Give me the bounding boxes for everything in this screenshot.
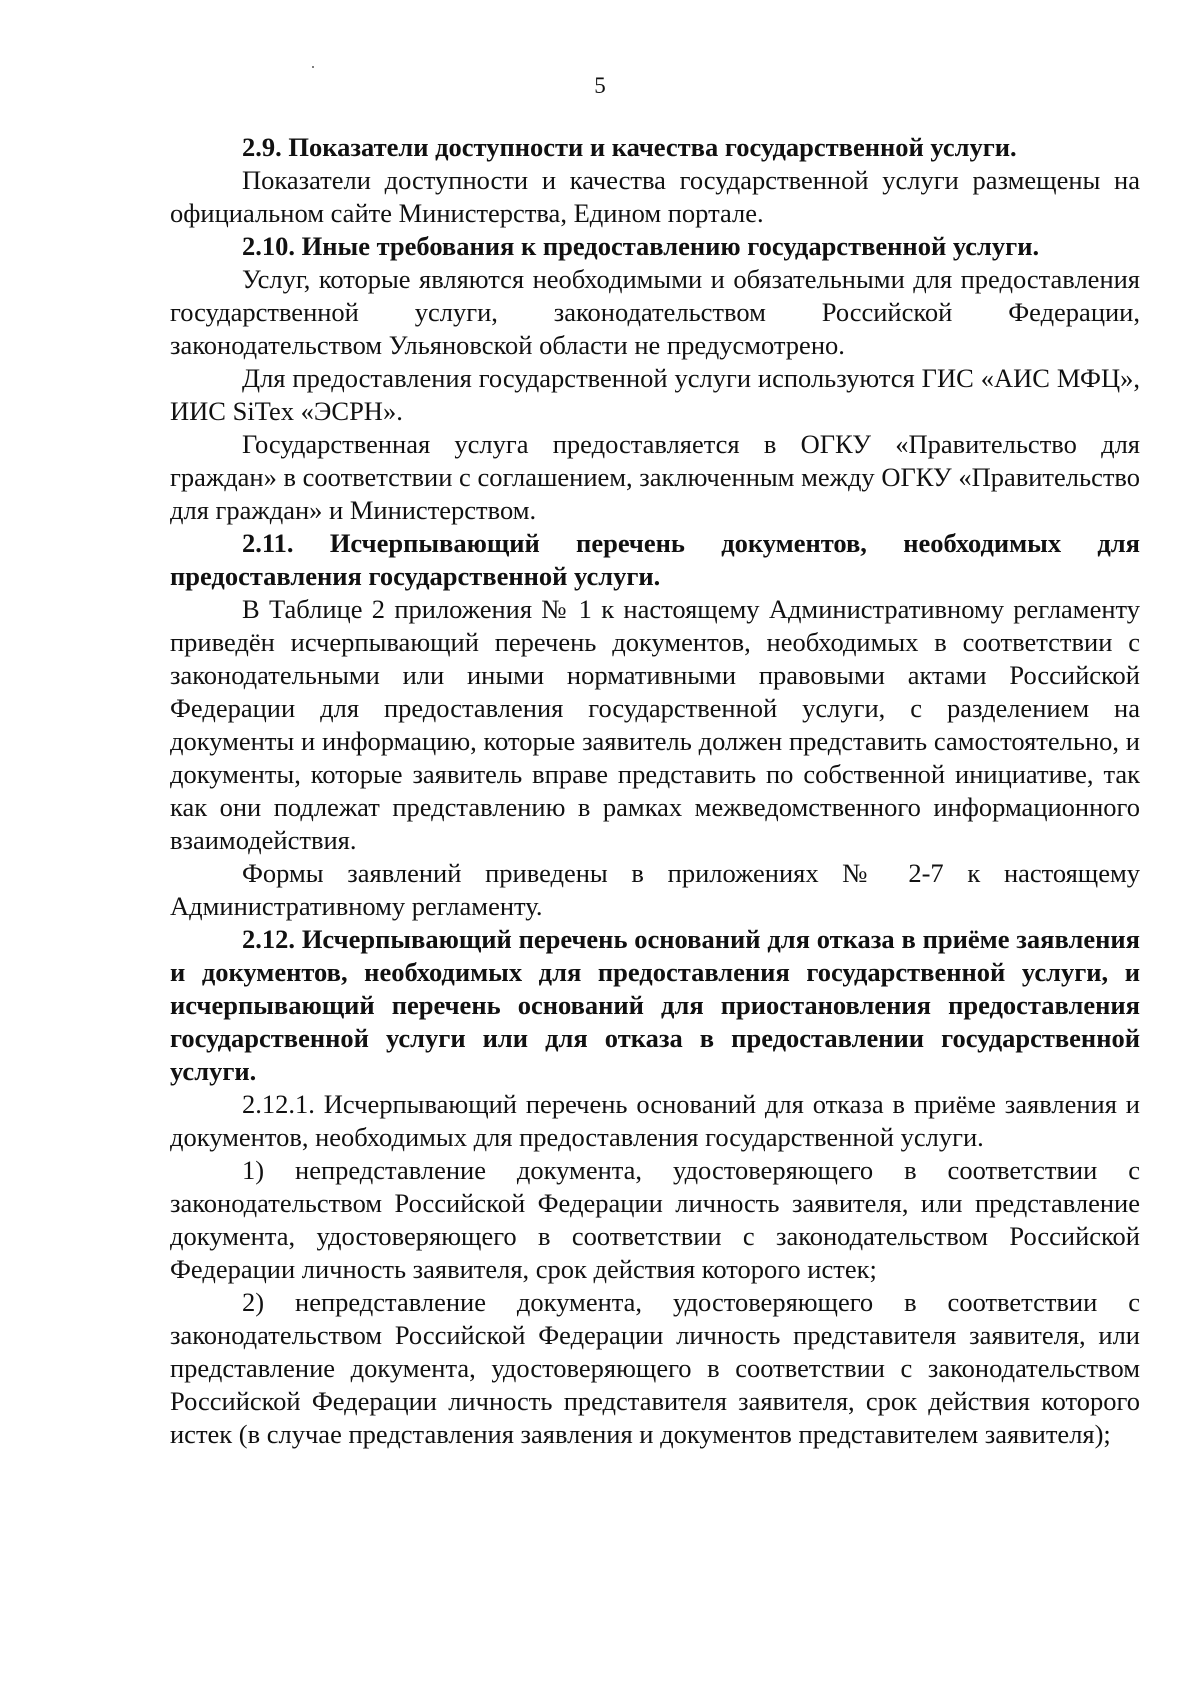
scan-speck <box>312 66 314 68</box>
page-number: 5 <box>594 73 606 98</box>
paragraph: Для предоставления государственной услуги используются ГИС «АИС МФЦ», ИИС SiTex «ЭСРН». <box>170 363 1140 426</box>
section-heading-2-11: 2.11. Исчерпывающий перечень документов, необходимых для предоставления государственной услуги. <box>170 528 1140 591</box>
section-heading-2-12: 2.12. Исчерпывающий перечень оснований для отказа в приёме заявления и документов, необходимых для предоставления государственной услуги, и исчерпывающий перечень оснований для приостановления предоставления государственной услуги или для отказа в предоставлении государственной услуги. <box>170 924 1140 1086</box>
paragraph: Услуг, которые являются необходимыми и обязательными для предоставления государственной услуги, законодательством Российской Федерации, законодательством Ульяновской области не предусмотрено. <box>170 264 1140 360</box>
paragraph: Показатели доступности и качества государственной услуги размещены на официальном сайте Министерства, Едином портале. <box>170 165 1140 228</box>
document-body <box>170 131 1140 1451</box>
paragraph: Государственная услуга предоставляется в ОГКУ «Правительство для граждан» в соответствии с соглашением, заключенным между ОГКУ «Правительство для граждан» и Министерством. <box>170 429 1140 525</box>
section-heading-2-10: 2.10. Иные требования к предоставлению государственной услуги. <box>242 231 1040 261</box>
paragraph: Формы заявлений приведены в приложениях № 2-7 к настоящему Административному регламенту. <box>170 858 1140 921</box>
subsection-2-12-1: 2.12.1. Исчерпывающий перечень оснований для отказа в приёме заявления и документов, необходимых для предоставления государственной услуги. <box>170 1089 1140 1152</box>
list-item-2: 2) непредставление документа, удостоверяющего в соответствии с законодательством Российской Федерации личность представителя заявителя, или представление документа, удостоверяющего в соответствии с законодательством Российской Федерации личность представителя заявителя, срок действия которого истек (в случае представления заявления и документов представителем заявителя); <box>170 1287 1140 1449</box>
paragraph: В Таблице 2 приложения № 1 к настоящему Административному регламенту приведён исчерпывающий перечень документов, необходимых в соответствии с законодательными или иными нормативными правовыми актами Российской Федерации для предоставления государственной услуги, с разделением на документы и информацию, которые заявитель должен представить самостоятельно, и документы, которые заявитель вправе представить по собственной инициативе, так как они подлежат представлению в рамках межведомственного информационного взаимодействия. <box>170 594 1140 855</box>
section-heading-2-9: 2.9. Показатели доступности и качества государственной услуги. <box>242 132 1017 162</box>
list-item-1: 1) непредставление документа, удостоверяющего в соответствии с законодательством Российской Федерации личность заявителя, или представление документа, удостоверяющего в соответствии с законодательством Российской Федерации личность заявителя, срок действия которого истек; <box>170 1155 1140 1284</box>
